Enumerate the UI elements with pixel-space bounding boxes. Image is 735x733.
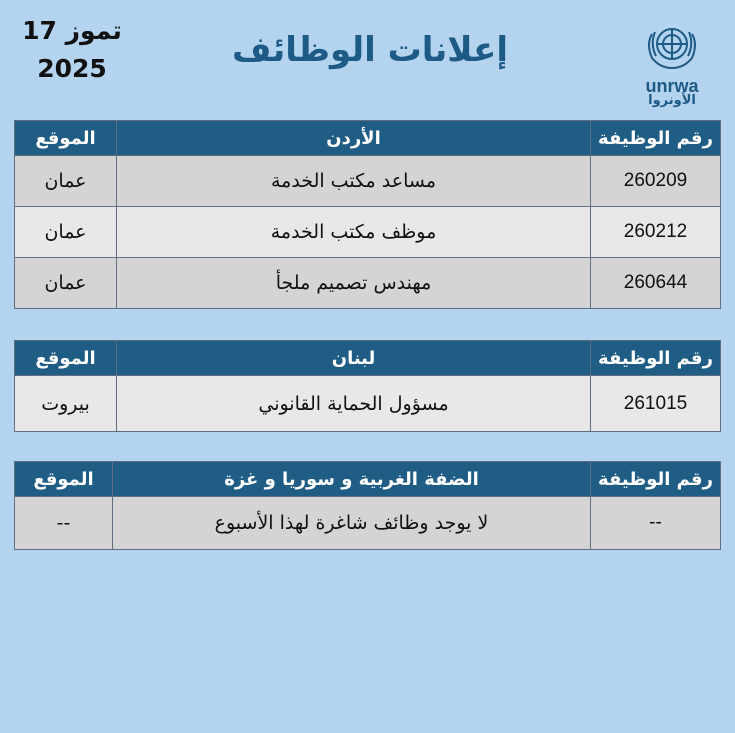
header-location: الموقع	[15, 462, 113, 497]
logo-text-en: unrwa	[645, 76, 699, 96]
header-job-number: رقم الوظيفة	[591, 341, 721, 376]
header-region: لبنان	[117, 341, 591, 376]
job-location: بيروت	[15, 376, 117, 432]
jobs-table-lebanon	[14, 340, 721, 432]
header-location: الموقع	[15, 341, 117, 376]
date	[22, 12, 122, 88]
date-year: 2025	[37, 54, 107, 83]
table-header	[15, 341, 721, 376]
date-day-month: 17 تموز	[22, 16, 122, 45]
table-header	[15, 462, 721, 497]
job-number: 260209	[591, 156, 721, 207]
table-row	[15, 258, 721, 309]
header-job-number: رقم الوظيفة	[591, 121, 721, 156]
jobs-table-jordan	[14, 120, 721, 309]
job-title: لا يوجد وظائف شاغرة لهذا الأسبوع	[113, 497, 591, 550]
jobs-table-westbank-syria-gaza	[14, 461, 721, 550]
job-number: 261015	[591, 376, 721, 432]
job-location: --	[15, 497, 113, 550]
table-row	[15, 207, 721, 258]
table-row	[15, 156, 721, 207]
header-job-number: رقم الوظيفة	[591, 462, 721, 497]
job-title: موظف مكتب الخدمة	[117, 207, 591, 258]
job-number: --	[591, 497, 721, 550]
job-number: 260212	[591, 207, 721, 258]
header-region: الأردن	[117, 121, 591, 156]
job-title: مهندس تصميم ملجأ	[117, 258, 591, 309]
table-row	[15, 497, 721, 550]
job-title: مساعد مكتب الخدمة	[117, 156, 591, 207]
header-region: الضفة الغربية و سوريا و غزة	[113, 462, 591, 497]
job-number: 260644	[591, 258, 721, 309]
job-location: عمان	[15, 156, 117, 207]
page-title: إعلانات الوظائف	[231, 30, 509, 70]
job-title: مسؤول الحماية القانوني	[117, 376, 591, 432]
table-row	[15, 376, 721, 432]
un-emblem-icon	[630, 20, 714, 72]
header-location: الموقع	[15, 121, 117, 156]
table-header	[15, 121, 721, 156]
unrwa-logo	[630, 20, 714, 110]
job-location: عمان	[15, 207, 117, 258]
job-location: عمان	[15, 258, 117, 309]
logo-text-ar: الأونروا	[648, 93, 696, 108]
